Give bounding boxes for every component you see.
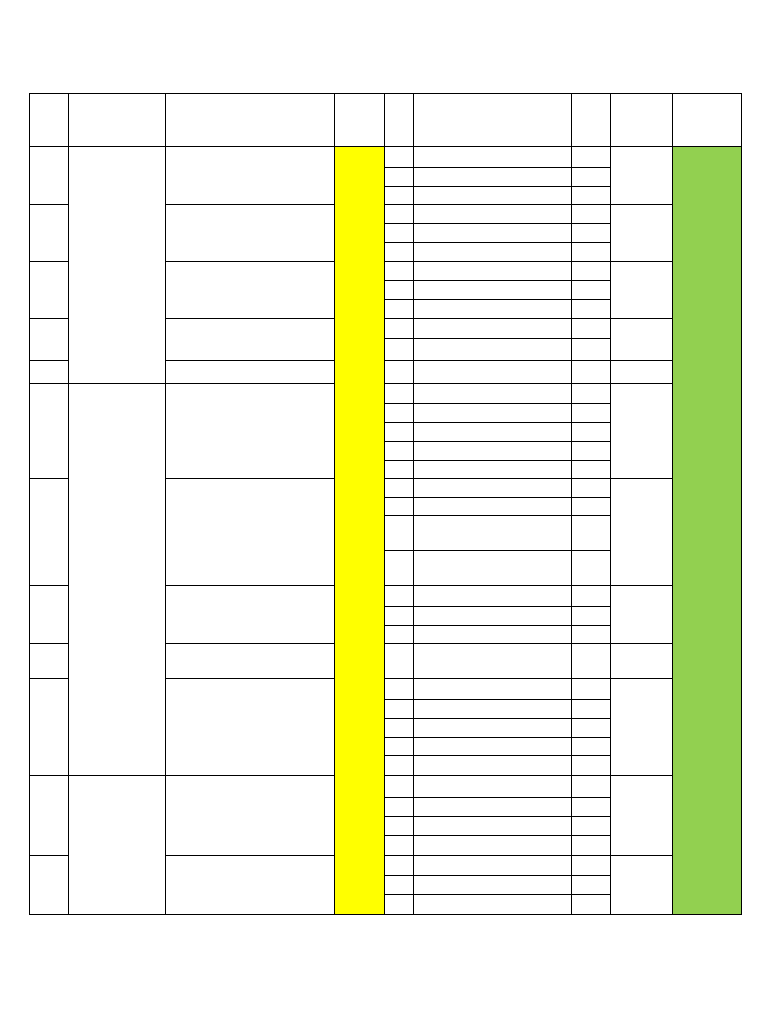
staff-grade [571, 894, 610, 914]
sl-no [29, 261, 68, 318]
staff-name [413, 261, 571, 280]
staff-name [413, 204, 571, 223]
header-sl [29, 93, 68, 146]
table-rule [384, 606, 611, 607]
staff-name [413, 338, 571, 360]
table-rule [384, 718, 611, 719]
staff-grade [571, 204, 610, 223]
staff-index [384, 460, 413, 478]
table-rule [384, 835, 611, 836]
institution-name [165, 775, 334, 855]
table-rule [384, 875, 611, 876]
institution-name [165, 146, 334, 204]
staff-name [413, 585, 571, 606]
staff-grade [571, 775, 610, 797]
staff-grade [571, 515, 610, 550]
staff-grade [571, 835, 610, 855]
staff-index [384, 441, 413, 460]
table-rule [384, 403, 611, 404]
staff-grade [571, 422, 610, 441]
block-name [68, 383, 165, 775]
institution-name [165, 360, 334, 383]
staff-name [413, 242, 571, 261]
staff-name [413, 383, 571, 403]
staff-index [384, 585, 413, 606]
header-block [68, 93, 165, 146]
table-rule [68, 93, 69, 915]
staff-grade [571, 280, 610, 299]
sl-no [29, 318, 68, 360]
staff-index [384, 223, 413, 242]
staff-grade [571, 299, 610, 318]
table-rule [29, 146, 742, 147]
staff-index [384, 478, 413, 497]
in-position-count [610, 478, 672, 585]
table-rule [165, 93, 166, 915]
staff-name [413, 855, 571, 875]
vacancy-count [672, 478, 741, 585]
staff-index [384, 755, 413, 775]
staff-grade [571, 718, 610, 737]
staff-name [413, 643, 571, 678]
institution-name [165, 678, 334, 775]
staff-name [413, 460, 571, 478]
staff-name [413, 894, 571, 914]
table-rule [29, 93, 742, 94]
header-sanctioned [334, 93, 384, 146]
in-position-count [610, 585, 672, 643]
staff-index [384, 775, 413, 797]
staff-index [384, 338, 413, 360]
vacancy-count [672, 643, 741, 678]
staff-grade [571, 755, 610, 775]
table-rule [384, 441, 611, 442]
staff-grade [571, 550, 610, 585]
staff-index [384, 299, 413, 318]
institution-name [165, 318, 334, 360]
staff-index [384, 204, 413, 223]
table-rule [29, 914, 69, 915]
sanctioned-count [334, 261, 384, 318]
in-position-count [610, 775, 672, 855]
staff-name [413, 755, 571, 775]
staff-index [384, 360, 413, 383]
staff-index [384, 422, 413, 441]
table-rule [384, 186, 611, 187]
staff-index [384, 497, 413, 515]
staff-grade [571, 460, 610, 478]
sanctioned-count [334, 643, 384, 678]
table-rule [29, 93, 30, 915]
table-rule [384, 497, 611, 498]
staff-grade [571, 699, 610, 718]
table-rule [384, 299, 611, 300]
sl-no [29, 360, 68, 383]
vacancy-count [672, 261, 741, 318]
staff-grade [571, 497, 610, 515]
institution-name [165, 478, 334, 585]
staff-grade [571, 625, 610, 643]
staff-index [384, 678, 413, 699]
staff-name [413, 422, 571, 441]
staff-index [384, 699, 413, 718]
header-grade [571, 93, 610, 146]
staff-name [413, 718, 571, 737]
vacancy-count [672, 678, 741, 775]
staff-name [413, 775, 571, 797]
in-position-count [610, 318, 672, 360]
staff-grade [571, 441, 610, 460]
header-institution [165, 93, 334, 146]
institution-name [165, 261, 334, 318]
staff-grade [571, 875, 610, 894]
table-rule [384, 280, 611, 281]
staff-grade [571, 678, 610, 699]
staff-index [384, 186, 413, 204]
staff-index [384, 718, 413, 737]
staff-position-table [29, 93, 741, 914]
staff-index [384, 855, 413, 875]
sanctioned-count [334, 146, 384, 204]
block-name [68, 775, 165, 914]
staff-name [413, 146, 571, 167]
sanctioned-count [334, 478, 384, 585]
staff-name [413, 299, 571, 318]
table-rule [384, 737, 611, 738]
table-rule [165, 914, 742, 915]
sanctioned-count [334, 585, 384, 643]
staff-grade [571, 478, 610, 497]
sl-no [29, 855, 68, 914]
staff-index [384, 606, 413, 625]
staff-grade [571, 797, 610, 816]
staff-name [413, 797, 571, 816]
staff-grade [571, 816, 610, 835]
staff-grade [571, 223, 610, 242]
vacancy-count [672, 318, 741, 360]
in-position-count [610, 678, 672, 775]
sanctioned-count [334, 204, 384, 261]
table-rule [384, 797, 611, 798]
header-name [413, 93, 571, 146]
sanctioned-count [334, 855, 384, 914]
staff-grade [571, 606, 610, 625]
table-rule [384, 699, 611, 700]
staff-grade [571, 383, 610, 403]
table-rule [571, 93, 572, 915]
institution-name [165, 643, 334, 678]
header-idx [384, 93, 413, 146]
staff-index [384, 403, 413, 422]
institution-name [165, 585, 334, 643]
staff-name [413, 550, 571, 585]
in-position-count [610, 855, 672, 914]
staff-index [384, 894, 413, 914]
staff-grade [571, 318, 610, 338]
header-vacancy [672, 93, 741, 146]
staff-index [384, 643, 413, 678]
staff-grade [571, 146, 610, 167]
vacancy-count [672, 146, 741, 204]
table-rule [384, 550, 611, 551]
institution-name [165, 204, 334, 261]
table-rule [384, 816, 611, 817]
table-rule [384, 338, 611, 339]
staff-index [384, 875, 413, 894]
staff-name [413, 625, 571, 643]
table-rule [384, 894, 611, 895]
in-position-count [610, 261, 672, 318]
institution-name [165, 383, 334, 478]
staff-name [413, 360, 571, 383]
table-rule [334, 93, 335, 915]
staff-index [384, 515, 413, 550]
table-rule [384, 755, 611, 756]
staff-index [384, 261, 413, 280]
staff-name [413, 678, 571, 699]
header-inpos [610, 93, 672, 146]
sanctioned-count [334, 678, 384, 775]
in-position-count [610, 383, 672, 478]
staff-grade [571, 737, 610, 755]
sl-no [29, 146, 68, 204]
table-rule [610, 93, 611, 915]
sl-no [29, 678, 68, 775]
vacancy-count [672, 775, 741, 855]
sanctioned-count [334, 360, 384, 383]
sl-no [29, 383, 68, 478]
sl-no [29, 775, 68, 855]
staff-index [384, 550, 413, 585]
in-position-count [610, 360, 672, 383]
staff-name [413, 280, 571, 299]
institution-name [165, 855, 334, 914]
staff-name [413, 403, 571, 422]
staff-name [413, 515, 571, 550]
staff-name [413, 318, 571, 338]
vacancy-count [672, 585, 741, 643]
staff-name [413, 699, 571, 718]
staff-index [384, 242, 413, 261]
staff-grade [571, 360, 610, 383]
sl-no [29, 204, 68, 261]
staff-index [384, 146, 413, 167]
table-rule [384, 242, 611, 243]
table-rule [68, 914, 166, 915]
table-rule [384, 460, 611, 461]
staff-name [413, 737, 571, 755]
staff-name [413, 606, 571, 625]
staff-name [413, 186, 571, 204]
table-rule [672, 93, 673, 915]
staff-index [384, 816, 413, 835]
staff-index [384, 737, 413, 755]
staff-index [384, 318, 413, 338]
staff-index [384, 167, 413, 186]
table-rule [384, 223, 611, 224]
staff-index [384, 625, 413, 643]
table-rule [384, 422, 611, 423]
vacancy-count [672, 383, 741, 478]
staff-name [413, 223, 571, 242]
in-position-count [610, 146, 672, 204]
table-rule [384, 515, 611, 516]
staff-grade [571, 338, 610, 360]
sanctioned-count [334, 318, 384, 360]
staff-name [413, 875, 571, 894]
staff-index [384, 280, 413, 299]
table-rule [384, 625, 611, 626]
vacancy-count [672, 855, 741, 914]
vacancy-count [672, 360, 741, 383]
sl-no [29, 585, 68, 643]
staff-name [413, 497, 571, 515]
table-rule [741, 93, 742, 915]
block-name [68, 146, 165, 383]
staff-index [384, 383, 413, 403]
sl-no [29, 478, 68, 585]
staff-name [413, 441, 571, 460]
vacancy-count [672, 204, 741, 261]
in-position-count [610, 643, 672, 678]
staff-name [413, 478, 571, 497]
staff-name [413, 835, 571, 855]
table-rule [384, 93, 385, 915]
sanctioned-count [334, 383, 384, 478]
table-rule [384, 167, 611, 168]
staff-grade [571, 643, 610, 678]
sl-no [29, 643, 68, 678]
staff-grade [571, 855, 610, 875]
staff-grade [571, 167, 610, 186]
staff-grade [571, 261, 610, 280]
table-rule [413, 93, 414, 915]
staff-name [413, 167, 571, 186]
staff-grade [571, 585, 610, 606]
staff-index [384, 835, 413, 855]
staff-index [384, 797, 413, 816]
staff-grade [571, 242, 610, 261]
staff-name [413, 816, 571, 835]
sanctioned-count [334, 775, 384, 855]
staff-grade [571, 403, 610, 422]
in-position-count [610, 204, 672, 261]
staff-grade [571, 186, 610, 204]
